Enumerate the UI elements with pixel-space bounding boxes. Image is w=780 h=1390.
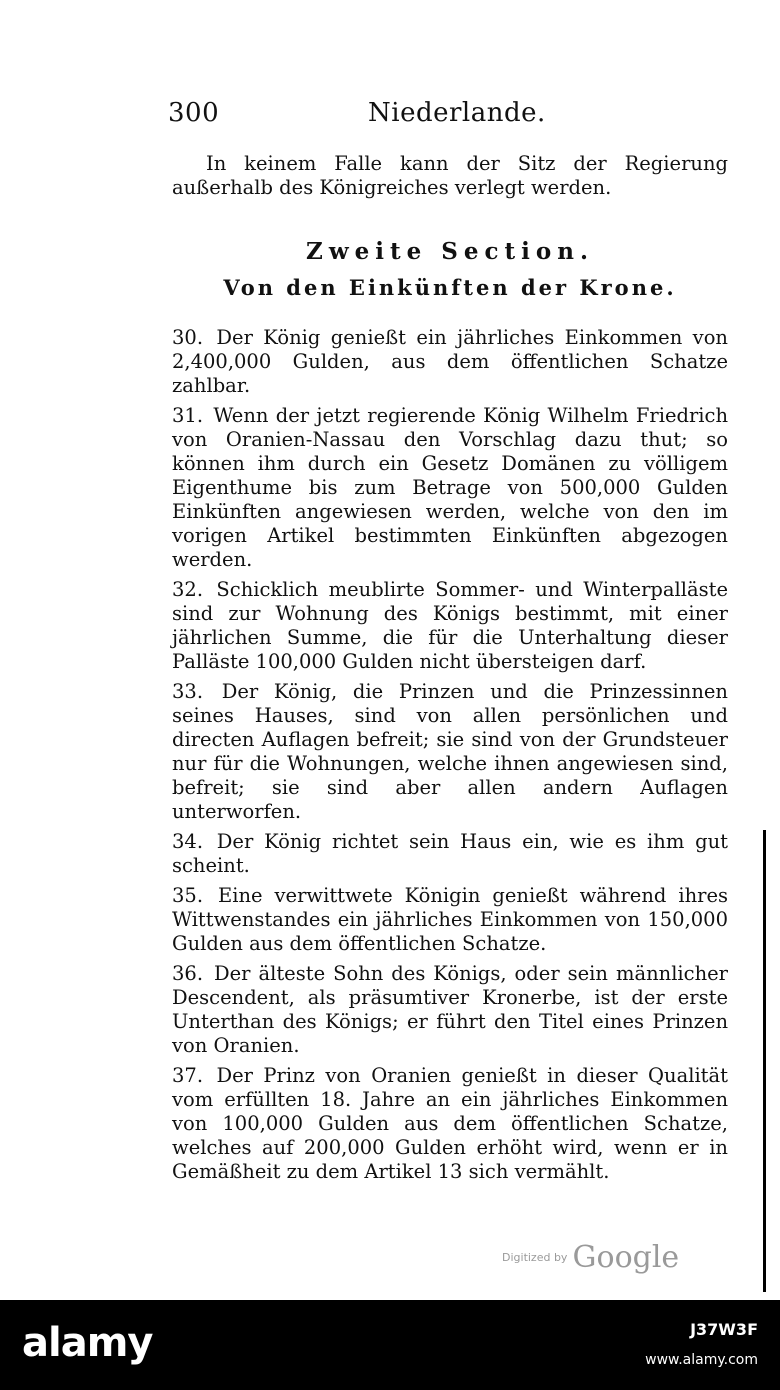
alamy-logo: alamy [22,1320,153,1366]
scan-edge-bar [763,830,766,1292]
article-text: Der König richtet sein Haus ein, wie es ihm gut scheint. [172,830,728,877]
site-url: www.alamy.com [645,1352,758,1368]
section-heading [172,240,728,300]
article-text: Wenn der jetzt regierende König Wilhelm Friedrich von Oranien-Nassau den Vorschlag dazu thut; so können ihm durch ein Gesetz Domänen zu völligem Eigenthume bis zum Betrage von 500,000 Gulden Einkünften angewiesen werden, welche von den im vorigen Artikel bestimmten Einkünften abgezogen werden. [172,404,729,571]
article-paragraph [172,884,728,956]
section-title: Zweite Section. [306,238,594,265]
article-number: 33. [172,680,204,703]
watermark-brand: Google [572,1240,680,1275]
section-subtitle: Von den Einkünften der Krone. [223,275,677,300]
article-number: 31. [172,404,204,427]
intro-paragraph: In keinem Falle kann der Sitz der Regierung außerhalb des Königreiches verlegt werden. [172,152,728,199]
intro-block [172,152,728,206]
article-text: Eine verwittwete Königin genießt während ihres Wittwenstandes ein jährliches Einkommen von 150,000 Gulden aus dem öffentlichen Schatze. [172,884,729,955]
page-number: 300 [168,98,220,128]
article-list [172,326,728,1190]
article-number: 30. [172,326,204,349]
article-number: 34. [172,830,204,853]
article-paragraph [172,680,728,824]
article-paragraph [172,404,728,572]
article-number: 37. [172,1064,204,1087]
article-number: 35. [172,884,204,907]
article-number: 32. [172,578,204,601]
article-text: Der älteste Sohn des Königs, oder sein männlicher Descendent, als präsumtiver Kronerbe, ist der erste Unterthan des Königs; er führt den Titel eines Prinzen von Oranien. [172,962,729,1057]
article-paragraph [172,830,728,878]
article-text: Der König, die Prinzen und die Prinzessinnen seines Hauses, sind von allen persönlichen und directen Auflagen befreit; sie sind von der Grundsteuer nur für die Wohnungen, welche ihnen angewiesen sind, befreit; sie sind aber allen andern Auflagen unterworfen. [172,680,728,823]
article-paragraph [172,1064,728,1184]
running-title: Niederlande. [368,98,546,128]
google-watermark [502,1240,679,1275]
article-text: Der Prinz von Oranien genießt in dieser Qualität vom erfüllten 18. Jahre an ein jährliches Einkommen von 100,000 Gulden aus dem öffentlichen Schatze, welches auf 200,000 Gulden erhöht wird, wenn er in Gemäßheit zu dem Artikel 13 sich vermählt. [172,1064,728,1183]
article-text: Schicklich meublirte Sommer- und Winterpalläste sind zur Wohnung des Königs bestimmt, mit einer jährlichen Summe, die für die Unterhaltung dieser Palläste 100,000 Gulden nicht übersteigen darf. [172,578,729,673]
article-paragraph [172,578,728,674]
stock-footer [0,1300,780,1390]
watermark-prefix: Digitized by [502,1251,568,1264]
article-number: 36. [172,962,204,985]
image-id: J37W3F [690,1320,758,1339]
article-paragraph [172,326,728,398]
article-paragraph [172,962,728,1058]
article-text: Der König genießt ein jährliches Einkommen von 2,400,000 Gulden, aus dem öffentlichen Schatze zahlbar. [172,326,728,397]
